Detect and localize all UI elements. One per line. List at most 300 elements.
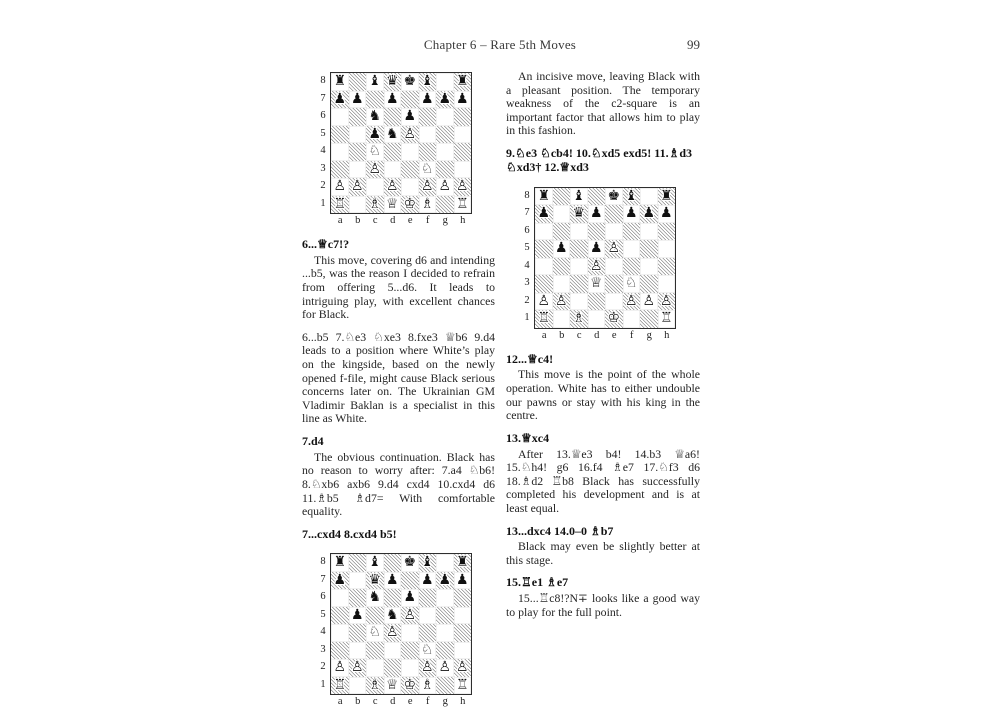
file-label: a — [337, 215, 343, 226]
square-b4 — [349, 143, 367, 161]
square-b3 — [349, 642, 367, 660]
square-f6 — [623, 223, 641, 241]
chess-board — [534, 187, 676, 329]
move-heading: 6...♕c7!? — [302, 237, 350, 251]
black-piece-icon: ♜ — [659, 187, 673, 204]
square-d6 — [384, 589, 402, 607]
square-h3 — [454, 161, 472, 179]
square-c5 — [366, 607, 384, 625]
black-piece-icon: ♞ — [368, 589, 382, 606]
square-h6 — [454, 108, 472, 126]
move-heading: 9.♘e3 ♘cb4! 10.♘xd5 exd5! 11.♗d3 ♘xd3† 12.♕xd3 — [506, 145, 693, 174]
black-piece-icon: ♟ — [333, 90, 347, 107]
square-b7 — [553, 205, 571, 223]
left-column — [302, 60, 495, 719]
square-h1 — [454, 196, 472, 214]
black-piece-icon: ♟ — [642, 205, 656, 222]
square-b4 — [553, 258, 571, 276]
square-g4 — [640, 258, 658, 276]
square-a4 — [331, 624, 349, 642]
white-piece-icon: ♗ — [368, 676, 382, 693]
square-d2 — [588, 293, 606, 311]
square-c8 — [570, 188, 588, 206]
square-g3 — [640, 275, 658, 293]
file-label: f — [630, 329, 634, 341]
white-piece-icon: ♙ — [607, 240, 621, 257]
white-piece-icon: ♖ — [659, 310, 673, 327]
square-g1 — [436, 677, 454, 695]
black-piece-icon: ♛ — [368, 571, 382, 588]
black-piece-icon: ♟ — [438, 571, 452, 588]
black-piece-icon: ♟ — [589, 205, 603, 222]
white-piece-icon: ♙ — [455, 178, 469, 194]
square-a1 — [535, 310, 553, 328]
square-g2 — [436, 659, 454, 677]
square-d4 — [384, 624, 402, 642]
rank-label: 1 — [320, 678, 326, 690]
square-h2 — [454, 178, 472, 196]
black-piece-icon: ♝ — [368, 73, 382, 89]
square-e1 — [605, 310, 623, 328]
white-piece-icon: ♙ — [385, 624, 399, 641]
square-a2 — [331, 178, 349, 196]
square-h1 — [658, 310, 676, 328]
square-d1 — [384, 677, 402, 695]
square-f6 — [419, 589, 437, 607]
move-heading: 7.d4 — [302, 433, 324, 448]
square-a6 — [331, 589, 349, 607]
white-piece-icon: ♙ — [403, 606, 417, 623]
square-f6 — [419, 108, 437, 126]
white-piece-icon: ♖ — [333, 195, 347, 212]
annotation-paragraph: This move, covering d6 and intending ...b5, was the reason I decided to refrain from offering 5...d6. It leads to intriguing play, with excellent chances for Black. — [302, 252, 495, 322]
white-piece-icon: ♖ — [455, 676, 469, 693]
square-c8 — [366, 73, 384, 91]
square-f1 — [419, 677, 437, 695]
square-c7 — [366, 572, 384, 590]
square-e3 — [401, 161, 419, 179]
square-g8 — [436, 554, 454, 572]
square-a2 — [331, 659, 349, 677]
square-g5 — [436, 126, 454, 144]
square-g8 — [640, 188, 658, 206]
black-piece-icon: ♜ — [333, 554, 347, 571]
rank-label: 7 — [524, 207, 530, 219]
black-piece-icon: ♟ — [368, 125, 382, 142]
black-piece-icon: ♟ — [333, 571, 347, 588]
rank-label: 1 — [524, 312, 530, 324]
chess-board — [330, 72, 472, 214]
black-piece-icon: ♚ — [403, 554, 417, 571]
black-piece-icon: ♞ — [368, 108, 382, 124]
square-h5 — [454, 126, 472, 144]
square-g6 — [640, 223, 658, 241]
black-piece-icon: ♟ — [624, 205, 638, 222]
square-d4 — [588, 258, 606, 276]
square-f3 — [419, 161, 437, 179]
white-piece-icon: ♕ — [385, 195, 399, 212]
square-c5 — [570, 240, 588, 258]
square-b7 — [349, 572, 367, 590]
square-g8 — [436, 73, 454, 91]
rank-label: 5 — [320, 608, 326, 620]
rank-label: 8 — [320, 556, 326, 568]
rank-labels — [316, 553, 330, 695]
black-piece-icon: ♚ — [403, 73, 417, 89]
black-piece-icon: ♟ — [420, 571, 434, 588]
square-e2 — [401, 659, 419, 677]
square-h4 — [454, 624, 472, 642]
move-heading: 12...♕c4! — [506, 351, 554, 366]
square-h6 — [454, 589, 472, 607]
white-piece-icon: ♙ — [420, 178, 434, 194]
black-piece-icon: ♝ — [420, 73, 434, 89]
square-h3 — [658, 275, 676, 293]
square-g6 — [436, 589, 454, 607]
square-g6 — [436, 108, 454, 126]
annotation-paragraph: Black may even be slightly better at this stage. — [506, 539, 700, 567]
square-b2 — [349, 659, 367, 677]
file-label: b — [355, 696, 361, 708]
square-a8 — [331, 73, 349, 91]
square-b3 — [349, 161, 367, 179]
white-piece-icon: ♙ — [350, 178, 364, 194]
square-g7 — [640, 205, 658, 223]
rank-label: 6 — [524, 224, 530, 236]
square-a3 — [331, 161, 349, 179]
chess-diagram-position-after-6.Nc4 — [316, 72, 495, 228]
file-label: e — [611, 329, 617, 341]
square-b1 — [553, 310, 571, 328]
file-label: h — [460, 215, 466, 226]
white-piece-icon: ♙ — [624, 292, 638, 309]
square-c1 — [366, 677, 384, 695]
white-piece-icon: ♔ — [403, 676, 417, 693]
rank-label: 4 — [320, 145, 326, 156]
square-c2 — [366, 659, 384, 677]
square-a2 — [535, 293, 553, 311]
square-c1 — [570, 310, 588, 328]
square-a6 — [331, 108, 349, 126]
rank-label: 3 — [524, 277, 530, 289]
white-piece-icon: ♔ — [403, 195, 417, 212]
square-a7 — [331, 572, 349, 590]
square-b5 — [553, 240, 571, 258]
square-a6 — [535, 223, 553, 241]
square-f3 — [419, 642, 437, 660]
move-heading: 13.♕xc4 — [506, 430, 550, 445]
square-f2 — [419, 178, 437, 196]
square-c3 — [570, 275, 588, 293]
rank-label: 3 — [320, 162, 326, 174]
move-heading: 13...dxc4 14.0–0 ♗b7 — [506, 523, 614, 538]
square-f8 — [623, 188, 641, 206]
square-a5 — [331, 126, 349, 144]
square-g2 — [640, 293, 658, 311]
square-g1 — [436, 196, 454, 214]
square-h7 — [454, 572, 472, 590]
square-e8 — [401, 554, 419, 572]
square-h4 — [454, 143, 472, 161]
black-piece-icon: ♟ — [403, 108, 417, 124]
black-piece-icon: ♞ — [385, 606, 399, 623]
square-c1 — [366, 196, 384, 214]
square-g7 — [436, 91, 454, 109]
square-e4 — [401, 143, 419, 161]
square-d4 — [384, 143, 402, 161]
square-e6 — [401, 108, 419, 126]
annotation-paragraph: 15...♖c8!?N∓ looks like a good way to play for the full point. — [506, 591, 700, 619]
square-g3 — [436, 642, 454, 660]
black-piece-icon: ♜ — [455, 554, 469, 571]
annotation-paragraph: 6...b5 7.♘e3 ♘xe3 8.fxe3 ♕b6 9.d4 leads to a position where White’s play on the kingside, based on the newly opened f-file, might cause Black serious concerns later on. The Ukrainian GM Vladimir Baklan is a specialist in this line as White. — [302, 329, 495, 426]
square-b6 — [553, 223, 571, 241]
file-labels — [332, 695, 496, 709]
square-b4 — [349, 624, 367, 642]
white-piece-icon: ♗ — [420, 195, 434, 212]
white-piece-icon: ♙ — [642, 292, 656, 309]
rank-label: 2 — [524, 294, 530, 306]
white-piece-icon: ♙ — [333, 659, 347, 676]
square-f3 — [623, 275, 641, 293]
square-g4 — [436, 143, 454, 161]
square-e1 — [401, 196, 419, 214]
square-d2 — [384, 659, 402, 677]
white-piece-icon: ♙ — [420, 659, 434, 676]
square-d1 — [588, 310, 606, 328]
white-piece-icon: ♕ — [589, 275, 603, 292]
square-e2 — [605, 293, 623, 311]
square-e1 — [401, 677, 419, 695]
square-f4 — [623, 258, 641, 276]
square-d7 — [384, 572, 402, 590]
black-piece-icon: ♟ — [350, 606, 364, 623]
square-h8 — [658, 188, 676, 206]
square-c2 — [570, 293, 588, 311]
square-d6 — [588, 223, 606, 241]
square-g5 — [436, 607, 454, 625]
square-a8 — [535, 188, 553, 206]
square-f7 — [623, 205, 641, 223]
square-d8 — [384, 73, 402, 91]
white-piece-icon: ♙ — [554, 292, 568, 309]
square-a4 — [331, 143, 349, 161]
rank-label: 8 — [524, 189, 530, 201]
square-b6 — [349, 108, 367, 126]
white-piece-icon: ♗ — [572, 310, 586, 327]
white-piece-icon: ♕ — [385, 676, 399, 693]
square-b8 — [553, 188, 571, 206]
white-piece-icon: ♘ — [368, 143, 382, 159]
square-f4 — [419, 624, 437, 642]
chapter-title: Chapter 6 – Rare 5th Moves — [423, 37, 577, 52]
file-label: a — [541, 329, 547, 341]
white-piece-icon: ♗ — [368, 195, 382, 212]
white-piece-icon: ♖ — [537, 310, 551, 327]
square-a3 — [535, 275, 553, 293]
square-c4 — [366, 624, 384, 642]
black-piece-icon: ♟ — [350, 90, 364, 107]
square-c5 — [366, 126, 384, 144]
file-label: d — [390, 696, 396, 708]
square-d7 — [588, 205, 606, 223]
rank-label: 4 — [320, 626, 326, 638]
file-label: c — [576, 329, 582, 341]
square-h7 — [454, 91, 472, 109]
rank-label: 5 — [320, 127, 326, 139]
square-c6 — [366, 589, 384, 607]
square-c6 — [366, 108, 384, 126]
square-h8 — [454, 73, 472, 91]
square-b6 — [349, 589, 367, 607]
black-piece-icon: ♟ — [659, 205, 673, 222]
square-e6 — [401, 589, 419, 607]
black-piece-icon: ♟ — [385, 90, 399, 107]
white-piece-icon: ♙ — [438, 659, 452, 676]
square-e7 — [401, 91, 419, 109]
white-piece-icon: ♘ — [420, 641, 434, 658]
square-d5 — [384, 607, 402, 625]
black-piece-icon: ♟ — [438, 90, 452, 107]
white-piece-icon: ♙ — [333, 178, 347, 194]
square-g3 — [436, 161, 454, 179]
file-label: a — [337, 696, 343, 708]
black-piece-icon: ♟ — [589, 240, 603, 257]
square-e5 — [401, 607, 419, 625]
file-label: c — [372, 215, 378, 226]
rank-label: 6 — [320, 110, 326, 121]
square-b5 — [349, 126, 367, 144]
black-piece-icon: ♝ — [624, 187, 638, 204]
black-piece-icon: ♝ — [368, 554, 382, 571]
square-f8 — [419, 73, 437, 91]
annotation-paragraph: After 13.♕e3 b4! 14.b3 ♕a6! 15.♘h4! g6 16.f4 ♗e7 17.♘f3 d6 18.♗d2 ♖b8 Black has successfully completed his development and is at least equal. — [506, 446, 700, 515]
square-c3 — [366, 161, 384, 179]
black-piece-icon: ♜ — [333, 73, 347, 89]
square-e4 — [605, 258, 623, 276]
square-b7 — [349, 91, 367, 109]
square-g5 — [640, 240, 658, 258]
square-b1 — [349, 196, 367, 214]
square-d6 — [384, 108, 402, 126]
black-piece-icon: ♞ — [385, 125, 399, 142]
square-a7 — [535, 205, 553, 223]
square-b5 — [349, 607, 367, 625]
black-piece-icon: ♝ — [420, 554, 434, 571]
square-d8 — [384, 554, 402, 572]
white-piece-icon: ♙ — [368, 160, 382, 177]
square-d8 — [588, 188, 606, 206]
square-e6 — [605, 223, 623, 241]
square-d3 — [588, 275, 606, 293]
square-d7 — [384, 91, 402, 109]
file-label: d — [390, 215, 396, 226]
white-piece-icon: ♙ — [350, 659, 364, 676]
square-g7 — [436, 572, 454, 590]
file-label: b — [355, 215, 361, 226]
square-c4 — [570, 258, 588, 276]
white-piece-icon: ♖ — [333, 676, 347, 693]
page-number: 99 — [687, 37, 700, 52]
square-e3 — [605, 275, 623, 293]
move-heading: 7...cxd4 8.cxd4 b5! — [302, 526, 397, 541]
square-e7 — [605, 205, 623, 223]
black-piece-icon: ♝ — [572, 187, 586, 204]
white-piece-icon: ♙ — [589, 257, 603, 274]
black-piece-icon: ♟ — [455, 571, 469, 588]
square-f5 — [623, 240, 641, 258]
square-f1 — [623, 310, 641, 328]
rank-label: 2 — [320, 180, 326, 191]
square-e4 — [401, 624, 419, 642]
black-piece-icon: ♜ — [537, 187, 551, 204]
file-label: h — [460, 696, 466, 708]
white-piece-icon: ♘ — [368, 624, 382, 641]
white-piece-icon: ♙ — [455, 659, 469, 676]
black-piece-icon: ♟ — [385, 571, 399, 588]
white-piece-icon: ♗ — [420, 676, 434, 693]
rank-label: 3 — [320, 643, 326, 655]
file-label: g — [442, 696, 448, 708]
rank-labels — [316, 72, 330, 214]
white-piece-icon: ♙ — [659, 292, 673, 309]
square-h1 — [454, 677, 472, 695]
square-d1 — [384, 196, 402, 214]
square-h7 — [658, 205, 676, 223]
chess-board — [330, 553, 472, 695]
rank-label: 4 — [524, 259, 530, 271]
square-b2 — [349, 178, 367, 196]
square-c4 — [366, 143, 384, 161]
right-column — [506, 70, 700, 628]
black-piece-icon: ♟ — [403, 589, 417, 606]
file-labels — [332, 214, 496, 228]
black-piece-icon: ♚ — [607, 187, 621, 204]
rank-label: 5 — [524, 242, 530, 254]
file-label: g — [646, 329, 652, 341]
square-f2 — [623, 293, 641, 311]
square-h2 — [658, 293, 676, 311]
square-h3 — [454, 642, 472, 660]
square-a4 — [535, 258, 553, 276]
square-h5 — [454, 607, 472, 625]
square-c7 — [570, 205, 588, 223]
rank-label: 8 — [320, 75, 326, 86]
square-g2 — [436, 178, 454, 196]
black-piece-icon: ♟ — [537, 205, 551, 222]
square-f2 — [419, 659, 437, 677]
square-h5 — [658, 240, 676, 258]
square-g1 — [640, 310, 658, 328]
square-b8 — [349, 73, 367, 91]
chess-diagram-position-after-12.Qxd3 — [520, 187, 700, 343]
square-a1 — [331, 196, 349, 214]
annotation-paragraph: An incisive move, leaving Black with a pleasant position. The temporary weakness of the c2-square is an important factor that allows him to play in this fashion. — [506, 69, 700, 138]
square-c6 — [570, 223, 588, 241]
square-d5 — [384, 126, 402, 144]
rank-label: 2 — [320, 661, 326, 673]
square-h2 — [454, 659, 472, 677]
square-c8 — [366, 554, 384, 572]
square-e8 — [605, 188, 623, 206]
square-g4 — [436, 624, 454, 642]
square-f8 — [419, 554, 437, 572]
file-label: e — [407, 215, 413, 226]
file-label: g — [442, 215, 448, 226]
white-piece-icon: ♙ — [403, 125, 417, 142]
white-piece-icon: ♔ — [607, 310, 621, 327]
square-a5 — [331, 607, 349, 625]
